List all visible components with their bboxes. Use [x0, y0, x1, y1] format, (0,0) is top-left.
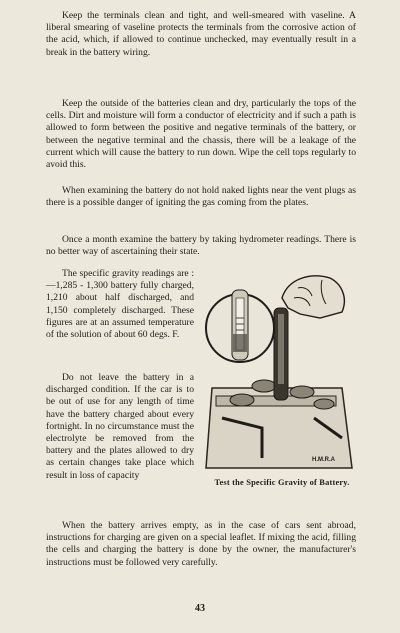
- paragraph-discharged: Do not leave the battery in a discharged condition. If the car is to be out of use for any length of time have the battery charged about every fortnight. In no circumstance must the electrolyte be removed from the battery and the plates allowed to dry as certain changes take place which result in loss of capacity: [46, 372, 194, 481]
- page-number: 43: [195, 603, 205, 614]
- paragraph-charging: When the battery arrives empty, as in the case of cars sent abroad, instructions for charging are given on a special leaflet. If mixing the acid, filling the cells and charging the battery is done by the owner, the manufacturer's instructions must be followed very carefully.: [46, 520, 356, 568]
- illustrator-signature: H.M.R.A: [312, 457, 335, 463]
- paragraph-naked-lights: When examining the battery do not hold naked lights near the vent plugs as there is a possible danger of igniting the gas coming from the plates.: [46, 185, 356, 209]
- paragraph-hydrometer: Once a month examine the battery by taking hydrometer readings. There is no better way of ascertaining their state.: [46, 234, 356, 258]
- figure-caption: Test the Specific Gravity of Battery.: [214, 478, 350, 487]
- hydrometer-illustration: [202, 268, 358, 473]
- paragraph-clean-batteries: Keep the outside of the batteries clean and dry, particularly the tops of the cells. Dirt and moisture will form a conductor of electricity and if such a path is allowed to form between the positive and negative terminals of the battery, or between the negative terminal and the chassis, there will be a leakage of the current which will cause the battery to run down. Wipe the cell tops regularly to avoid this.: [46, 98, 356, 171]
- paragraph-specific-gravity: The specific gravity readings are :—1,285 - 1,300 battery fully charged, 1,210 about half discharged, and 1,150 completely discharged. These figures are at an assumed temperature of the solution of about 60 degs. F.: [46, 268, 194, 341]
- paragraph-terminals: Keep the terminals clean and tight, and well-smeared with vaseline. A liberal smearing of vaseline protects the terminals from the corrosive action of the acid, which, if allowed to continue unchecked, may eventually result in a break in the battery wiring.: [46, 10, 356, 58]
